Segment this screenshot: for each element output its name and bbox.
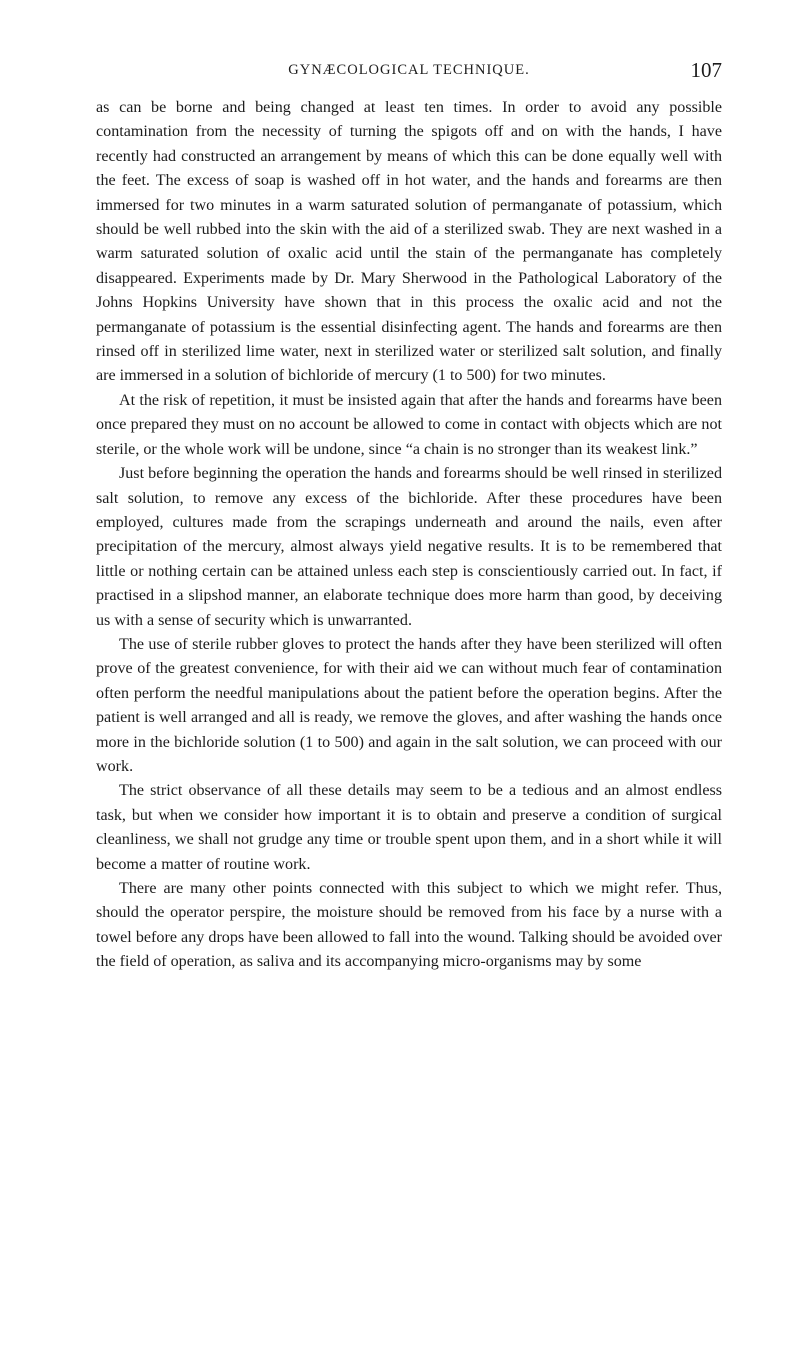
body-text — [96, 96, 722, 975]
paragraph: There are many other points connected with this subject to which we might refer. Thus, should the operator perspire, the moisture should be removed from his face by a nurse with a towel before any drops have been allowed to fall into the wound. Talking should be avoided over the field of operation, as saliva and its accompanying micro-organisms may by some — [96, 880, 722, 971]
page-number: 107 — [690, 58, 722, 82]
book-page — [96, 58, 722, 975]
paragraph: At the risk of repetition, it must be insisted again that after the hands and forearms have been once prepared they must on no account be allowed to come in contact with objects which are not sterile, or the whole work will be undone, since “a chain is no stronger than its weakest link.” — [96, 391, 722, 458]
running-header — [96, 58, 722, 88]
running-title: GYNÆCOLOGICAL TECHNIQUE. — [288, 62, 530, 78]
paragraph: The strict observance of all these details may seem to be a tedious and an almost endless task, but when we consider how important it is to obtain and preserve a condition of surgical cleanliness, we shall not grudge any time or trouble spent upon them, and in a short while it will become a matter of routine work. — [96, 782, 722, 873]
paragraph-continued: as can be borne and being changed at least ten times. In order to avoid any possible contamination from the necessity of turning the spigots off and on with the hands, I have recently had constructed an arrangement by means of which this can be done equally well with the feet. The excess of soap is washed off in hot water, and the hands and forearms are then immersed for two minutes in a warm saturated solution of permanganate of potassium, which should be well rubbed into the skin with the aid of a sterilized swab. They are next washed in a warm saturated solution of oxalic acid until the stain of the permanganate has completely disappeared. Experiments made by Dr. Mary Sherwood in the Pathological Laboratory of the Johns Hopkins University have shown that in this process the oxalic acid and not the permanganate of potassium is the essential disinfecting agent. The hands and forearms are then rinsed off in sterilized lime water, next in sterilized water or sterilized salt solution, and finally are immersed in a solution of bichloride of mercury (1 to 500) for two minutes. — [96, 99, 722, 385]
paragraph: Just before beginning the operation the hands and forearms should be well rinsed in sterilized salt solution, to remove any excess of the bichloride. After these procedures have been employed, cultures made from the scrapings underneath and around the nails, even after precipitation of the mercury, almost always yield negative results. It is to be remembered that little or nothing certain can be attained unless each step is conscientiously carried out. In fact, if practised in a slipshod manner, an elaborate technique does more harm than good, by deceiving us with a sense of security which is unwarranted. — [96, 465, 722, 629]
paragraph: The use of sterile rubber gloves to protect the hands after they have been sterilized will often prove of the greatest convenience, for with their aid we can without much fear of contamination often perform the needful manipulations about the patient before the operation begins. After the patient is well arranged and all is ready, we remove the gloves, and after washing the hands once more in the bichloride solution (1 to 500) and again in the salt solution, we can proceed with our work. — [96, 635, 722, 775]
